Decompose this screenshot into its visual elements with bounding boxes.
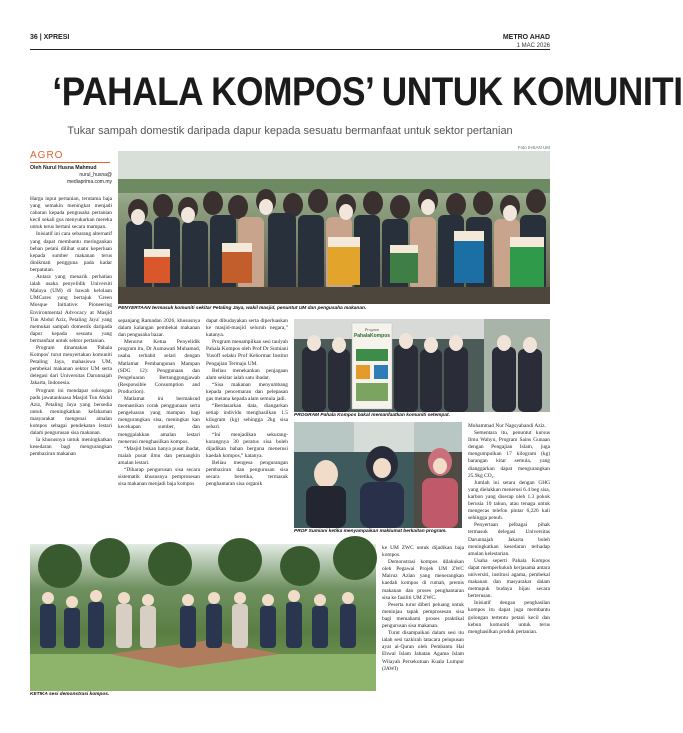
issue-date: 1 MAC 2026 [516,43,550,49]
paragraph: Program menampilkan sesi taulyah Pahala Kompos oleh Prof Dr Sumiani Yusoff selaku Prof Kehormat Institut Pengajian Termaju UM. [206,339,288,367]
paragraph: Matlamat ini bermaksud memastikan corak penggunaan serta pengeluaran yang mampan bagi mengurangkan sisa, meningkat kan kecekapan sumber, dan menggalakkan amalan lestari menerusi menghasilkan kompos. [118,396,200,445]
page-section-label: 36 | XPRESI [30,34,70,41]
paragraph: Antara yang menarik perhatian ialah usaha penyelidik Universiti Malaya (UM) di bawah kelolaan UMCares yang bertajuk 'Green Mosque Initiative: Pioneering Environmental Advocacy at Masjid Tun Abdul Aziz, Petaling Jaya' yang memukat sampah domestik daripada dapur kepada sesuatu yang bermanfaat untuk sektor pertanian. [30,274,112,344]
byline [30,165,112,186]
paragraph: Program dinamakan 'Pahala Kompos' turut menyertakan komuniti Petaling Jaya, mahasiswa UM, pembekal makanan sektor UM serta delegasi dari Universitas Darunnajah Jakarta, Indonesia. [30,344,112,387]
brand-label: METRO AHAD [502,34,550,41]
headline: ‘PAHALA KOMPOS’ UNTUK KOMUNITI [52,70,683,114]
paragraph: Menurut Ketua Penyelidik program itu, Dr Aumawati Muhamad, usaha terbabit selari dengan Matlamat Pembangunan Mampan (SDG 12): Penggunaan dan Pengeluaran Bertanggungjawab (Responsible Consumption and Production). [118,339,200,395]
author-email-domain: mediaprima.com.my [66,179,112,185]
banner-photo-caption: PROGRAM Pahala Kompos bakal memanfaatkan komuniti setempat. [294,413,450,418]
main-group-photo [118,151,550,304]
section-rubric: AGRO [30,150,64,161]
paragraph: Demonstrasi kompos dilakukan oleh Pegawai Projek UM ZWC Mairuz Azlan yang menerangkan kaedah kompos di rumah, premis makanan dan proses penghantaran sisa ke fasiliti UM ZWC. [382,559,464,601]
demonstration-photo [30,544,376,691]
paragraph: Harga input pertanian, terutama baja yang semakin meningkat menjadi cabaran kepada pengusaha pertanian kecil sekali gus menyukarkan mereka untuk terus bertani secara mampan. [30,196,112,231]
article-column-4 [382,545,464,728]
speaker-photo-caption: PROF Sumiani ketika menyampaikan maklumat berkaitan program. [294,529,447,534]
author-email-user: nurul_husna@ [79,172,112,178]
demonstration-photo-caption: KETIKA sesi demonstrasi kompos. [30,692,110,697]
author-name: Oleh Nurul Husna Mahmud [30,165,97,171]
banner-title: PahalaKompos [353,333,391,339]
paragraph: Inisiatif dengan penghasilan kompos itu dapat juga membantu golongan tertentu petani kecil dan kebun komuniti untuk terus menghasilkan produk pertanian. [468,600,550,635]
header-rule [30,49,550,50]
paragraph: “Diharap pengurusan sisa secara sistematik khususnya pemprosesan sisa makanan menjadi baja kompos [118,466,200,488]
paragraph: Inisiatif ini cara sebarang alternatif yang dapat membantu meringankan beban petani dilihat suatu keperluan kepada sumber makanan terus dinikmati pengguna pada kadar berpatutan. [30,231,112,273]
article-column-5 [468,423,550,728]
paragraph: “Berdasarkan data, diangarkan setiap individu menghasilkan 1.5 kilogram (kg) sehingga 2kg sisa sehari. [206,403,288,431]
paragraph: Ia khususnya untuk meningkatkan kesedaran bagi mengurangkan pembaziran makanan [30,437,112,458]
article-column-3 [206,318,288,540]
photo-credit: Foto IHSAN UM [517,145,550,150]
article-column-2 [118,318,200,540]
paragraph: Jumlah ini setara dengan GHG yang dielakkan menerusi 6.4 beg sisa, karbon yang diserap oleh 1.3 pokok berusia 10 tahun, atau tenaga untuk mengecas telefon pintar 6,226 kali sehingga penuh. [468,479,550,522]
speaker-photo [294,422,462,528]
paragraph: “Ini menjadikan sekurang-kurangnya 30 peratus sisa boleh dijadikan bahan berguna menerusi kaedah kompos,” katanya. [206,431,288,459]
subheadline: Tukar sampah domestik daripada dapur kepada sesuatu bermanfaat untuk sektor pertanian [67,125,513,137]
paragraph: Usaha seperti Pahala Kompos dapat memperkukuh kerjasama antara universiti, institusi agama, pembekal makanan dan masyarakat dalam memupuk budaya hijau secara berterusan. [468,557,550,600]
banner-program-label: Program [364,327,380,332]
paragraph: dapat dibudayakan serta diperluaskan ke masjid-masjid seluruh negara,” katanya. [206,318,288,339]
paragraph: Program ini mendapat sokongan padu jawatankuasa Masjid Tun Abdul Aziz, Petaling Jaya yang bersedia untuk meningkatkan kefahaman masyarakat mengenai amalan kompos sebagai pendekatan lestari dalam pengurusan sisa makanan. [30,387,112,437]
main-photo-caption: PENYERTAAN termasuk komuniti sekitar Petaling Jaya, wakil masjid, penuntut UM dan pengusaha makanan. [118,306,367,311]
paragraph: ke UM ZWC untuk dijadikan baja kompos. [382,545,464,559]
paragraph: “Sisa makanan menyumbang kepada pencemaran dan pelepasan gas metana kepada alam semula jadi. [206,381,288,403]
paragraph: Turut disampaikan dalam sesi itu ialah sesi tazkirah tatacara pelupusan ayat al-Quran oleh Pembantu Hal Ehwal Islam Jabatan Agama Islam Wilayah Persekutuan Kuala Lumpur (JAWI) [382,630,464,672]
rubric-rule [30,162,110,163]
paragraph: “Masjid bukan hanya pusat ibadat, malah pusat ilmu dan pemangkin amalan lestari. [118,445,200,466]
paragraph: Penyertaan pelbagai pihak termasuk delegasi Universitas Darunnajah Jakarta boleh meningkatkan kesedaran terhadap amalan kelestarian. [468,522,550,557]
paragraph: Beliau mengesa pengurangan pembaziran dan pengurusan sisa secara beretika, termasuk penghantaran sisa organik [206,459,288,488]
paragraph: sepanjang Ramadan 2026, khususnya dalam kalangan pembekal makanan dan pengusaha bazar. [118,318,200,339]
paragraph: Beliau menekankan penjagaan alam sekitar ialah satu ibadat. [206,367,288,381]
article-column-1 [30,196,112,541]
paragraph: Peserta turut diberi peluang untuk meninjau tapak pemprosesan sisa bagi memahami proses praktikal pengurusan sisa makanan. [382,601,464,630]
banner-group-photo [294,319,550,412]
paragraph: Sementara itu, penuntut kursus Ilmu Wahyu, Program Sains Gunaan dengan Pengajian Islam, juga mengumpulkan 17 kilogram (kg) barangan kitar semula, yang dianggarkan dapat mengurangkan 25.9kg CO₂. [468,430,550,479]
paragraph: Muhammad Nur Nagsyabandi Aziz. [468,423,546,429]
